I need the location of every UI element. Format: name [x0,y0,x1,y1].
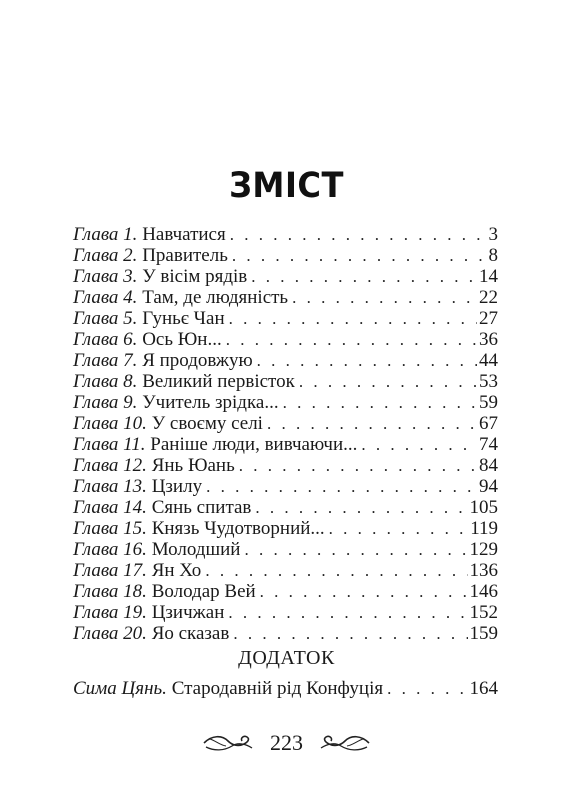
toc-entry [73,371,498,392]
leader-dots [267,413,477,434]
chapter-title: Я продовжую [142,350,253,371]
chapter-title: Навчатися [142,224,226,245]
leader-dots [257,350,477,371]
chapter-page: 14 [479,266,498,287]
toc-entry [73,560,498,581]
leader-dots [226,329,477,350]
page-number: 223 [270,730,303,755]
chapter-page: 105 [469,497,498,518]
chapter-title: У вісім рядів [142,266,248,287]
flourish-left-icon [202,732,254,754]
leader-dots [244,539,467,560]
toc-entry [73,350,498,371]
chapter-page: 159 [469,623,498,644]
chapter-page: 94 [479,476,498,497]
chapter-title: Цзилу [151,476,203,497]
toc-entry [73,224,498,245]
chapter-label: Глава 2. [73,245,138,266]
leader-dots [387,678,467,699]
appendix-heading: ДОДАТОК [238,647,335,669]
chapter-page: 27 [479,308,498,329]
chapter-title: Сянь спитав [151,497,252,518]
chapter-label: Глава 17. [73,560,147,581]
leader-dots [251,266,477,287]
chapter-title: Ось Юн... [142,329,222,350]
chapter-page: 36 [479,329,498,350]
chapter-page: 84 [479,455,498,476]
leader-dots [232,245,487,266]
leader-dots [255,497,467,518]
toc-entry [73,476,498,497]
chapter-title: Ян Хо [151,560,202,581]
toc-entry [73,329,498,350]
leader-dots [292,287,477,308]
toc-entry [73,623,498,644]
chapter-page: 8 [488,245,498,266]
leader-dots [229,308,477,329]
appendix-author: Сима Цянь. [73,678,167,699]
toc-entry [73,581,498,602]
chapter-label: Глава 20. [73,623,147,644]
chapter-title: Раніше люди, вивчаючи... [150,434,358,455]
chapter-page: 59 [479,392,498,413]
chapter-page: 152 [469,602,498,623]
toc-entry [73,518,498,539]
leader-dots [361,434,477,455]
chapter-label: Глава 13. [73,476,147,497]
chapter-label: Глава 8. [73,371,138,392]
chapter-page: 67 [479,413,498,434]
leader-dots [233,623,467,644]
chapter-title: У своєму селі [151,413,263,434]
appendix-page: 164 [469,678,498,699]
toc-entry [73,413,498,434]
toc-entry [73,308,498,329]
toc-entry [73,266,498,287]
leader-dots [230,224,487,245]
chapter-label: Глава 12. [73,455,147,476]
chapter-page: 74 [479,434,498,455]
chapter-label: Глава 4. [73,287,138,308]
chapter-title: Цзичжан [151,602,225,623]
toc-entry [73,434,498,455]
table-of-contents [73,224,498,644]
leader-dots [299,371,477,392]
toc-entry [73,245,498,266]
flourish-right-icon [319,732,371,754]
chapter-page: 22 [479,287,498,308]
chapter-title: Князь Чудотворний... [151,518,325,539]
chapter-title: Там, де людяність [142,287,289,308]
leader-dots [329,518,469,539]
chapter-label: Глава 10. [73,413,147,434]
leader-dots [239,455,477,476]
leader-dots [205,560,467,581]
toc-entry [73,287,498,308]
chapter-title: Гуньє Чан [142,308,225,329]
toc-entry-appendix [73,678,498,699]
chapter-label: Глава 19. [73,602,147,623]
leader-dots [260,581,468,602]
toc-entry [73,602,498,623]
chapter-title: Янь Юань [151,455,235,476]
chapter-page: 119 [470,518,498,539]
chapter-label: Глава 18. [73,581,147,602]
chapter-title: Великий первісток [142,371,295,392]
chapter-page: 129 [469,539,498,560]
chapter-page: 146 [469,581,498,602]
chapter-label: Глава 14. [73,497,147,518]
page-footer [0,730,573,756]
chapter-page: 136 [469,560,498,581]
chapter-title: Учитель зрідка... [142,392,279,413]
toc-entry [73,455,498,476]
toc-entry [73,497,498,518]
chapter-label: Глава 5. [73,308,138,329]
chapter-title: Яо сказав [151,623,230,644]
chapter-label: Глава 16. [73,539,147,560]
chapter-page: 53 [479,371,498,392]
leader-dots [228,602,467,623]
chapter-label: Глава 9. [73,392,138,413]
chapter-label: Глава 7. [73,350,138,371]
toc-entry [73,539,498,560]
appendix-title: Стародавній рід Конфуція [171,678,384,699]
chapter-title: Правитель [142,245,228,266]
chapter-title: Володар Вей [151,581,256,602]
chapter-label: Глава 1. [73,224,138,245]
leader-dots [206,476,477,497]
toc-entry [73,392,498,413]
leader-dots [283,392,477,413]
page-title: ЗМІСТ [229,166,344,206]
chapter-label: Глава 15. [73,518,147,539]
chapter-label: Глава 11. [73,434,146,455]
chapter-label: Глава 3. [73,266,138,287]
chapter-title: Молодший [151,539,241,560]
chapter-label: Глава 6. [73,329,138,350]
chapter-page: 44 [479,350,498,371]
chapter-page: 3 [488,224,498,245]
